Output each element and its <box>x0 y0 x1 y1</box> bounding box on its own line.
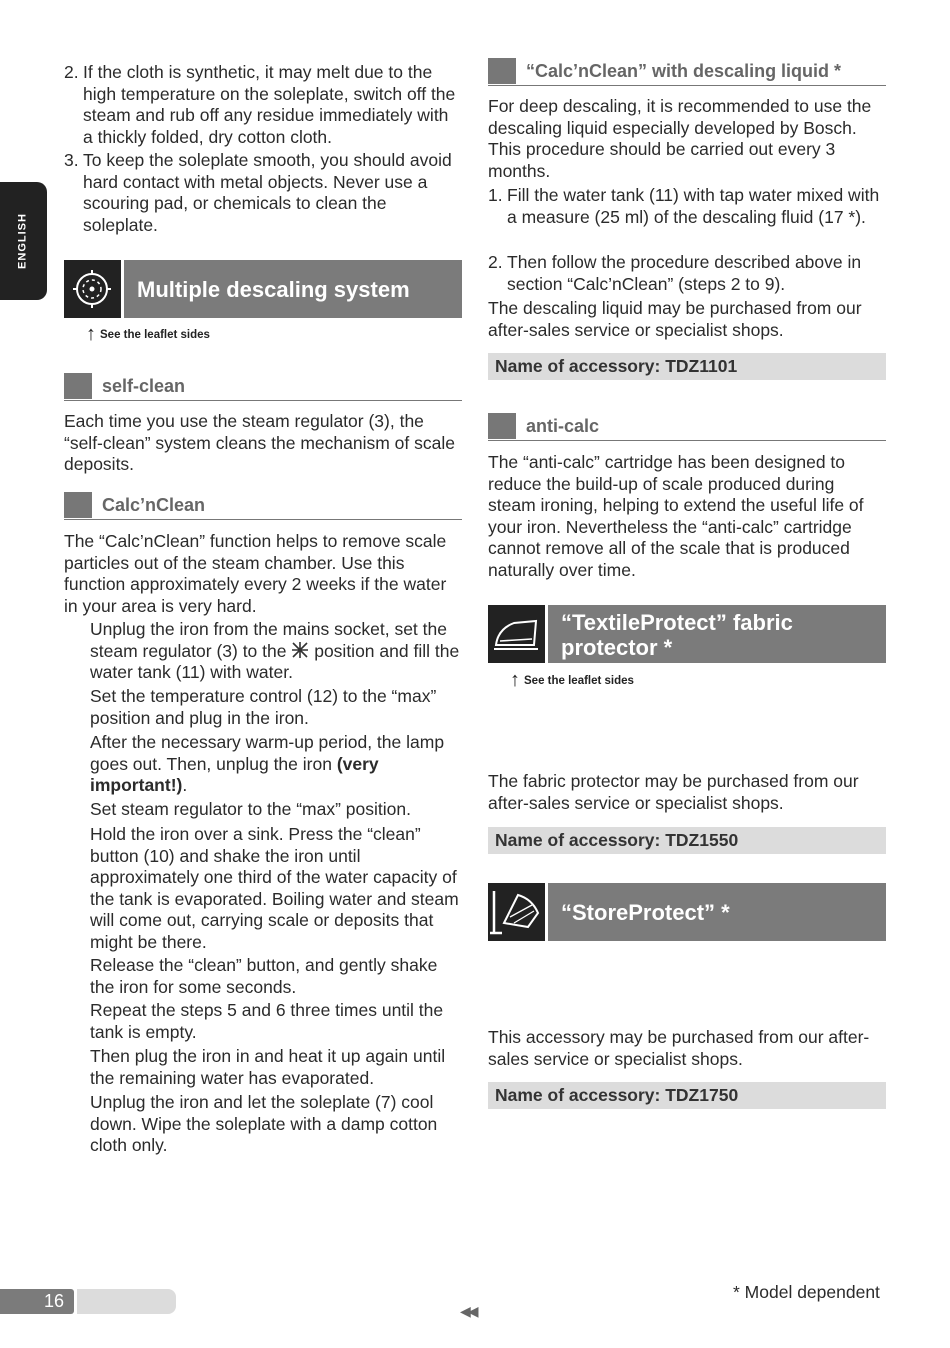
subheading-label: anti-calc <box>526 416 600 436</box>
accessory-bar <box>488 353 886 380</box>
subheading-descaling-liquid <box>488 58 886 86</box>
paragraph: The fabric protector may be purchased from our after-sales service or specialist shops. <box>488 771 859 813</box>
step-text: After the necessary warm-up period, the lamp goes out. Then, unplug the iron <box>90 732 445 774</box>
accessory-name: Name of accessory: TDZ1750 <box>495 1085 739 1105</box>
step-text: Unplug the iron from the mains socket, set the steam regulator (3) to the <box>90 619 447 661</box>
section-title-line1: “TextileProtect” fabric <box>561 610 793 635</box>
section-heading-textile-protect <box>488 605 886 663</box>
footnote: * Model dependent <box>733 1282 880 1302</box>
subheading-label: self-clean <box>102 376 186 396</box>
accessory-bar <box>488 827 886 854</box>
step-item: Set the temperature control (12) to the “max” position and plug in the iron. <box>90 686 437 728</box>
list-number: 1. <box>488 185 503 205</box>
up-arrow-icon: ↑ <box>86 323 96 345</box>
section-title: “StoreProtect” * <box>561 900 730 925</box>
step-item <box>90 619 465 684</box>
paragraph: For deep descaling, it is recommended to use the descaling liquid especially developed by Bosch. This procedure should be carried out every 3 months. <box>488 96 872 181</box>
heading-square-icon <box>488 58 516 84</box>
subheading-self-clean <box>64 373 462 401</box>
leaflet-text: See the leaflet sides <box>100 329 210 341</box>
heading-square-icon <box>488 413 516 439</box>
paragraph: The “Calc’nClean” function helps to remove scale particles out of the steam chamber. Use this function approximately every 2 weeks if the water in your area is very hard. <box>64 531 447 616</box>
list-item <box>64 62 462 148</box>
step-item: Then plug the iron in and heat it up again until the remaining water has evaporated. <box>90 1046 446 1088</box>
back-arrows-icon[interactable]: ◀◀ <box>460 1303 476 1319</box>
section-title-line2: protector * <box>561 635 673 660</box>
store-protect-icon <box>488 883 545 941</box>
subheading-label: Calc’nClean <box>102 495 206 515</box>
page-number-strip <box>77 1289 176 1314</box>
accessory-name: Name of accessory: TDZ1101 <box>495 356 738 376</box>
heading-square-icon <box>64 492 92 518</box>
descaling-icon <box>64 260 121 318</box>
list-item <box>64 150 462 236</box>
paragraph: The “anti-calc” cartridge has been designed to reduce the build-up of scale produced during steam ironing, helping to extend the useful life of your iron. Nevertheless the “anti-calc” cartridge cannot remove all of the scale that is produced naturally over time. <box>488 452 864 580</box>
list-number: 2. <box>488 252 503 272</box>
steam-symbol-icon <box>291 641 309 659</box>
list-item <box>488 185 886 228</box>
paragraph: The descaling liquid may be purchased from our after-sales service or specialist shops. <box>488 298 862 340</box>
list-text: If the cloth is synthetic, it may melt due to the high temperature on the soleplate, switch off the steam and rub off any residue immediately with a thickly folded, dry cotton cloth. <box>83 62 456 147</box>
step-item: Release the “clean” button, and gently shake the iron for some seconds. <box>90 955 438 997</box>
leaflet-text: See the leaflet sides <box>524 675 634 687</box>
paragraph: Each time you use the steam regulator (3), the “self-clean” system cleans the mechanism of scale deposits. <box>64 411 455 474</box>
leaflet-note <box>510 670 634 693</box>
subheading-anti-calc <box>488 413 886 441</box>
accessory-bar <box>488 1082 886 1109</box>
step-text: . <box>182 775 188 795</box>
language-tab-label: ENGLISH <box>16 213 29 269</box>
list-text: Then follow the procedure described above in section “Calc’nClean” (steps 2 to 9). <box>507 252 862 294</box>
section-title: Multiple descaling system <box>137 277 410 302</box>
leaflet-note <box>86 324 210 347</box>
iron-protector-icon <box>488 605 545 663</box>
up-arrow-icon: ↑ <box>510 669 520 691</box>
subheading-label: “Calc’nClean” with descaling liquid * <box>526 61 842 81</box>
list-item <box>488 252 886 295</box>
step-item <box>90 732 465 797</box>
step-item: Hold the iron over a sink. Press the “clean” button (10) and shake the iron until approximately one third of the water capacity of the tank is evaporated. Boiling water and steam will come out, carrying scale or deposits that might be there. <box>90 824 459 952</box>
list-text: To keep the soleplate smooth, you should avoid hard contact with metal objects. Never use a scouring pad, or chemicals to clean the soleplate. <box>83 150 452 235</box>
step-item: Set steam regulator to the “max” position. <box>90 799 411 819</box>
step-text: position and fill the water tank (11) with water. <box>90 640 460 682</box>
subheading-calcnclean <box>64 492 462 520</box>
section-heading-store-protect <box>488 883 886 941</box>
step-emphasis: (very important!) <box>90 753 379 795</box>
language-tab <box>0 182 47 300</box>
heading-square-icon <box>64 373 92 399</box>
step-item: Unplug the iron and let the soleplate (7) cool down. Wipe the soleplate with a damp cotton cloth only. <box>90 1092 438 1155</box>
list-number: 3. <box>64 150 79 170</box>
section-heading-descaling <box>64 260 462 318</box>
paragraph: This accessory may be purchased from our after-sales service or specialist shops. <box>488 1027 870 1069</box>
accessory-name: Name of accessory: TDZ1550 <box>495 830 739 850</box>
list-number: 2. <box>64 62 79 82</box>
step-item: Repeat the steps 5 and 6 three times until the tank is empty. <box>90 1000 444 1042</box>
list-text: Fill the water tank (11) with tap water mixed with a measure (25 ml) of the descaling fluid (17 *). <box>507 185 880 227</box>
page-number: 16 <box>0 1289 74 1314</box>
